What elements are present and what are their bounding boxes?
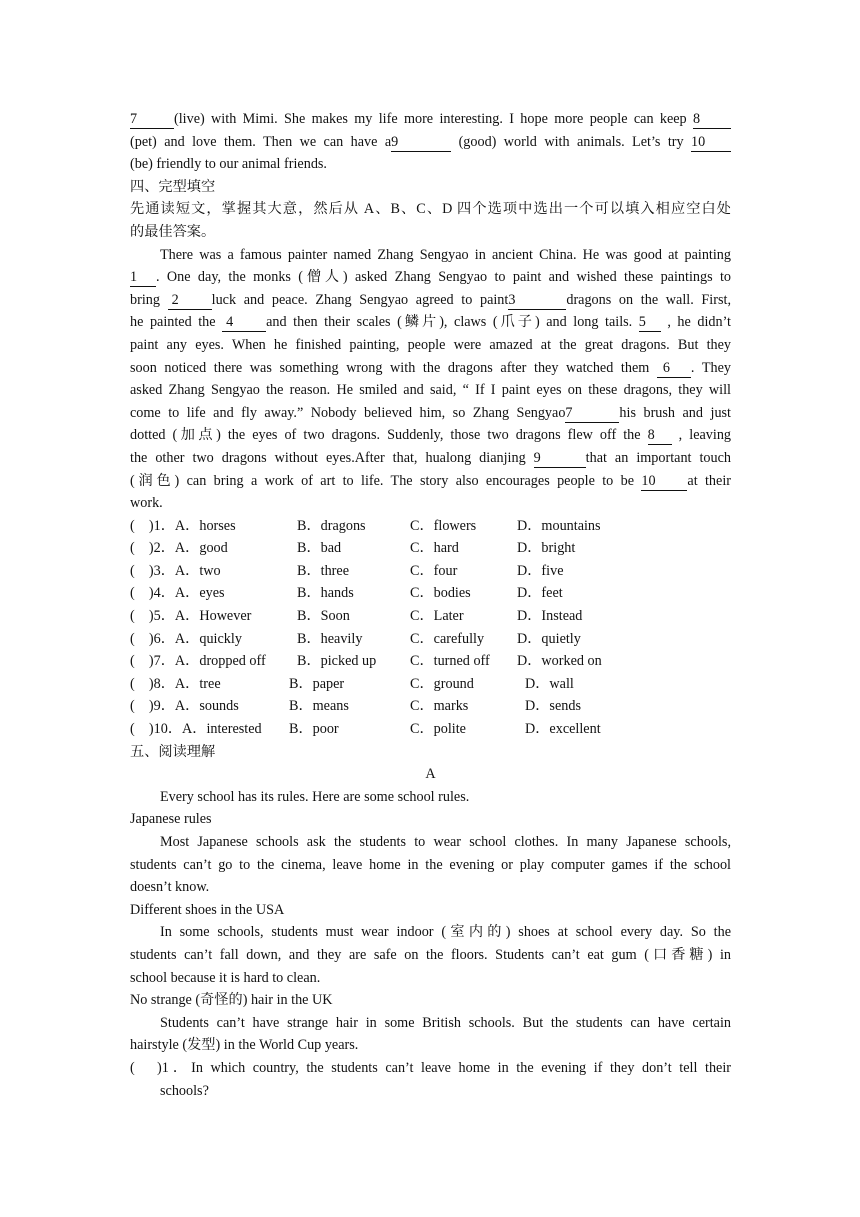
text-span: he painted the [130, 314, 216, 331]
reading-question-1-cont: schools? [160, 1082, 209, 1099]
question-row [130, 650, 731, 673]
option-c: C．marks [410, 698, 469, 715]
question-number-option-a: ( )7．A．dropped off [130, 653, 266, 670]
question-row [130, 560, 731, 583]
section-heading: 五、阅读理解 [130, 743, 216, 760]
reading-question-1: ( )1．In which country, the students can’t leave home in the evening if they don’t tell their [130, 1059, 731, 1076]
passage-line: hairstyle (发型) in the World Cup years. [130, 1037, 359, 1054]
question-row [130, 582, 731, 605]
text-span: , he didn’t [667, 314, 731, 331]
passage-line [130, 311, 731, 334]
passage-line: doesn’t know. [130, 879, 210, 896]
passage-line: There was a famous painter named Zhang Sengyao in ancient China. He was good at painting [160, 246, 731, 263]
question-row [130, 537, 731, 560]
text-span: (live) with Mimi. She makes my life more interesting. I hope more people can keep [174, 111, 687, 127]
question-row [130, 718, 731, 741]
question-number-option-a: ( )8．A．tree [130, 675, 221, 692]
option-c: C．carefully [410, 630, 485, 647]
question-row [130, 695, 731, 718]
section-heading: 四、完型填空 [130, 178, 216, 195]
option-c: C．ground [410, 675, 474, 692]
question-number-option-a: ( )6．A．quickly [130, 630, 242, 647]
option-d: D．quietly [517, 630, 581, 647]
option-c: C．flowers [410, 517, 477, 534]
text-line [130, 108, 731, 131]
text-span: dragons on the wall. First, [566, 291, 731, 308]
question-row [130, 628, 731, 651]
text-span: , leaving [678, 427, 731, 444]
text-span: that an important touch [585, 449, 731, 466]
subsection-title: Different shoes in the USA [130, 901, 285, 918]
option-c: C．four [410, 562, 458, 579]
option-d: D．excellent [525, 721, 601, 738]
cloze-blank-6: 6 [657, 360, 691, 378]
option-b: B．heavily [297, 630, 363, 647]
option-b: B．means [289, 698, 349, 715]
option-d: D．feet [517, 585, 563, 602]
question-number-option-a: ( )9．A．sounds [130, 698, 239, 715]
text-span: at their [687, 472, 731, 489]
blank-7: 7 [130, 111, 174, 129]
text-line: (be) friendly to our animal friends. [130, 156, 327, 173]
cloze-blank-5: 5 [639, 314, 661, 332]
option-c: C．Later [410, 608, 464, 625]
text-span: (pet) and love them. Then we can have a [130, 133, 392, 150]
option-b: B．Soon [297, 608, 350, 625]
question-number-option-a: ( )4．A．eyes [130, 585, 225, 602]
option-b: B．poor [289, 721, 339, 738]
blank-9: 9 [391, 134, 451, 152]
option-d: D．worked on [517, 653, 602, 670]
subsection-title: Japanese rules [130, 811, 212, 828]
question-row [130, 605, 731, 628]
option-b: B．bad [297, 540, 342, 557]
document-content [130, 108, 731, 1102]
text-span: . They [690, 359, 731, 376]
option-b: B．dragons [297, 517, 366, 534]
question-number-option-a: ( )10．A．interested [130, 721, 262, 738]
passage-line: paint any eyes. When he finished painting, people were amazed at the great dragons. But they [130, 336, 731, 353]
blank-8: 8 [693, 111, 731, 129]
passage-line: school because it is hard to clean. [130, 969, 321, 986]
text-span: bring [130, 291, 160, 308]
text-span: luck and peace. Zhang Sengyao agreed to paint [211, 291, 509, 308]
passage-line: Students can’t have strange hair in some British schools. But the students can have certain [160, 1014, 731, 1031]
text-span: . One day, the monks (僧人) asked Zhang Sengyao to paint and wished these paintings to [156, 269, 731, 286]
option-d: D．bright [517, 540, 576, 557]
option-d: D．Instead [517, 608, 583, 625]
text-span: soon noticed there was something wrong with the dragons after they watched them [130, 359, 650, 376]
passage-line [130, 447, 731, 470]
option-b: B．paper [289, 675, 345, 692]
instruction-line: 的最佳答案。 [130, 223, 216, 240]
option-d: D．mountains [517, 517, 601, 534]
passage-line [130, 470, 731, 493]
option-c: C．turned off [410, 653, 490, 670]
passage-line [130, 266, 731, 289]
question-number-option-a: ( )1．A．horses [130, 517, 236, 534]
passage-label: A [425, 766, 436, 783]
text-span: and then their scales (鳞片), claws (爪子) and long tails. [266, 314, 633, 331]
text-line [130, 131, 731, 154]
text-span: the other two dragons without eyes.After that, hualong dianjing [130, 449, 526, 466]
passage-line: Most Japanese schools ask the students to wear school clothes. In many Japanese schools, [160, 834, 731, 850]
question-number-option-a: ( )2．A．good [130, 540, 228, 557]
subsection-title: No strange (奇怪的) hair in the UK [130, 992, 333, 1009]
cloze-blank-10: 10 [641, 473, 687, 491]
passage-line: students can’t fall down, and they are safe on the floors. Students can’t eat gum (口香糖) in [130, 946, 731, 963]
text-span: come to life and fly away.” Nobody believed him, so Zhang Sengyao [130, 404, 566, 421]
option-d: D．sends [525, 698, 581, 715]
instruction-line: 先通读短文，掌握其大意，然后从 A、B、C、D 四个选项中选出一个可以填入相应空白处 [130, 201, 731, 218]
cloze-blank-9: 9 [534, 450, 586, 468]
cloze-blank-3: 3 [508, 292, 566, 310]
passage-line [130, 402, 731, 425]
passage-line: In some schools, students must wear indoor (室内的) shoes at school every day. So the [160, 924, 731, 941]
passage-line: students can’t go to the cinema, leave home in the evening or play computer games if the school [130, 856, 731, 873]
option-c: C．polite [410, 721, 466, 738]
option-c: C．bodies [410, 585, 471, 602]
blank-10: 10 [691, 134, 731, 152]
passage-line [130, 424, 731, 447]
text-span: dotted (加点) the eyes of two dragons. Suddenly, those two dragons flew off the [130, 427, 641, 444]
option-d: D．five [517, 562, 564, 579]
option-b: B．three [297, 562, 350, 579]
question-row [130, 515, 731, 538]
option-b: B．hands [297, 585, 354, 602]
option-b: B．picked up [297, 653, 377, 670]
question-list [130, 515, 731, 741]
option-c: C．hard [410, 540, 459, 557]
text-span: (good) world with animals. Let’s try [458, 133, 684, 150]
passage-line [130, 289, 731, 312]
cloze-blank-2: 2 [168, 292, 212, 310]
question-number-option-a: ( )3．A．two [130, 562, 221, 579]
passage-line: Every school has its rules. Here are some school rules. [160, 788, 470, 805]
cloze-blank-1: 1 [130, 269, 156, 287]
question-row [130, 673, 731, 696]
option-d: D．wall [525, 675, 574, 692]
text-span: his brush and just [619, 404, 731, 421]
cloze-blank-8: 8 [648, 427, 672, 445]
cloze-blank-4: 4 [222, 314, 266, 332]
text-span: (润色) can bring a work of art to life. The story also encourages people to be [130, 472, 635, 489]
passage-line: work. [130, 495, 163, 512]
question-number-option-a: ( )5．A．However [130, 608, 252, 625]
passage-line [130, 357, 731, 380]
passage-line: asked Zhang Sengyao the reason. He smiled and said, “ If I paint eyes on these dragons, they will [130, 382, 731, 399]
cloze-blank-7: 7 [565, 405, 619, 423]
